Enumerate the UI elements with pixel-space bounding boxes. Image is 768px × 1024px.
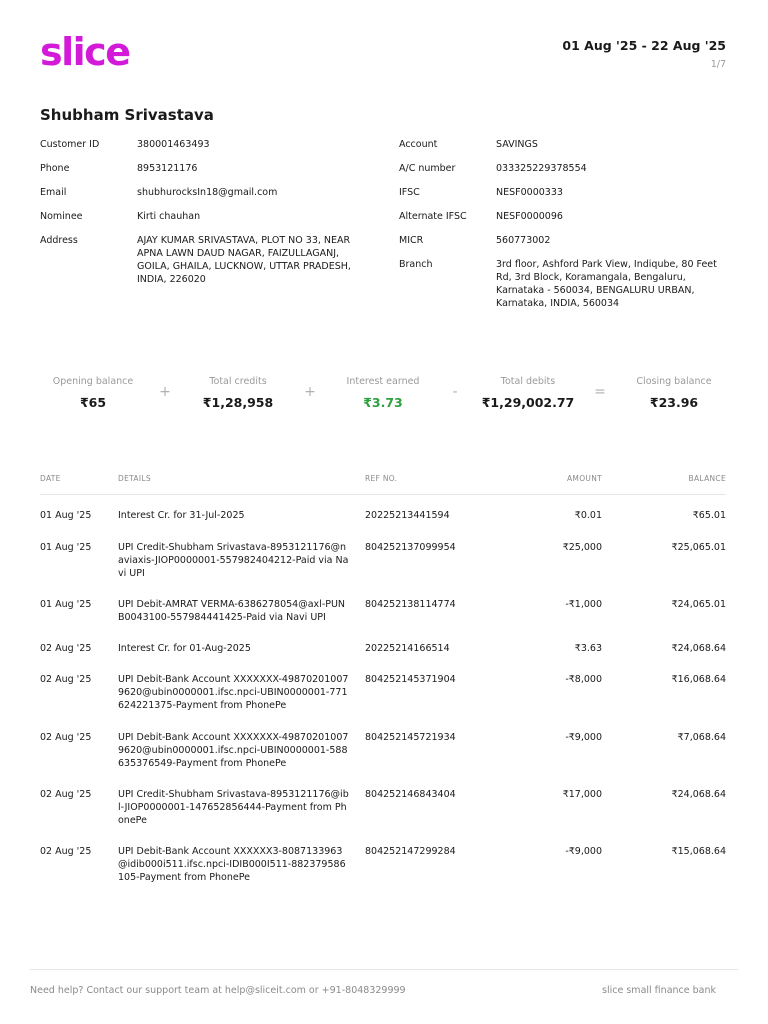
cell-date: 02 Aug '25	[40, 643, 92, 654]
header-details: DETAILS	[118, 474, 151, 483]
info-value: 3rd floor, Ashford Park View, Indiqube, 80 Feet Rd, 3rd Block, Koramangala, Bengaluru, Karnataka - 560034, BENGALURU URBAN, Karnataka, INDIA, 560034	[496, 259, 717, 309]
summary-label: Total debits	[500, 376, 556, 387]
cell-balance: ₹15,068.64	[671, 846, 726, 857]
ifsc-row	[399, 186, 739, 210]
closing-balance	[609, 376, 739, 410]
cell-ref: 804252145721934	[365, 732, 456, 743]
info-value: Kirti chauhan	[137, 211, 201, 222]
summary-value: ₹3.73	[363, 395, 403, 410]
cell-date: 02 Aug '25	[40, 674, 92, 685]
cell-date: 02 Aug '25	[40, 846, 92, 857]
support-contact: Need help? Contact our support team at help@sliceit.com or +91-8048329999	[30, 985, 406, 996]
cell-amount: ₹25,000	[562, 542, 602, 553]
cell-ref: 20225214166514	[365, 643, 450, 654]
account-type-row	[399, 138, 739, 162]
info-label: Address	[40, 235, 78, 246]
footer-divider	[30, 969, 738, 970]
slice-logo: slice	[40, 30, 130, 74]
info-value: NESF0000096	[496, 211, 563, 222]
info-label: Account	[399, 139, 438, 150]
cell-date: 02 Aug '25	[40, 732, 92, 743]
info-value: AJAY KUMAR SRIVASTAVA, PLOT NO 33, NEAR APNA LAWN DAUD NAGAR, FAIZULLAGANJ, GOILA, GHAILA, LUCKNOW, UTTAR PRADESH, INDIA, 226020	[137, 235, 351, 285]
summary-label: Interest earned	[346, 376, 420, 387]
info-label: IFSC	[399, 187, 420, 198]
total-credits	[173, 376, 303, 410]
branch-row	[399, 258, 739, 310]
balance-summary	[40, 376, 726, 416]
cell-date: 02 Aug '25	[40, 789, 92, 800]
cell-details: UPI Credit-Shubham Srivastava-8953121176@naviaxis-JIOP0000001-557982404212-Paid via Navi UPI	[118, 542, 349, 579]
cell-balance: ₹24,065.01	[671, 599, 726, 610]
cell-balance: ₹25,065.01	[671, 542, 726, 553]
phone-row	[40, 162, 370, 186]
cell-balance: ₹24,068.64	[671, 643, 726, 654]
header-ref: REF NO.	[365, 474, 398, 483]
info-value: NESF0000333	[496, 187, 563, 198]
cell-ref: 804252137099954	[365, 542, 456, 553]
info-label: Email	[40, 187, 67, 198]
customer-details	[40, 138, 370, 286]
cell-details: Interest Cr. for 31-Jul-2025	[118, 510, 245, 521]
micr-row	[399, 234, 739, 258]
header-divider	[40, 494, 726, 495]
page-number: 1/7	[710, 59, 726, 70]
account-details	[399, 138, 739, 310]
alternate-ifsc-row	[399, 210, 739, 234]
header-amount: AMOUNT	[567, 474, 602, 483]
cell-amount: -₹1,000	[565, 599, 602, 610]
cell-amount: ₹0.01	[574, 510, 602, 521]
info-value: 8953121176	[137, 163, 198, 174]
cell-amount: ₹17,000	[562, 789, 602, 800]
info-label: MICR	[399, 235, 424, 246]
cell-amount: -₹8,000	[565, 674, 602, 685]
cell-ref: 20225213441594	[365, 510, 450, 521]
cell-amount: -₹9,000	[565, 846, 602, 857]
table-header	[40, 474, 726, 484]
account-number-row	[399, 162, 739, 186]
cell-details: UPI Credit-Shubham Srivastava-8953121176@ibl-JIOP0000001-147652856444-Payment from PhonePe	[118, 789, 349, 826]
cell-balance: ₹7,068.64	[677, 732, 726, 743]
summary-value: ₹1,28,958	[202, 395, 274, 410]
cell-date: 01 Aug '25	[40, 510, 92, 521]
bank-name: slice small finance bank	[602, 985, 716, 996]
info-label: Customer ID	[40, 139, 100, 150]
info-value: 033325229378554	[496, 163, 587, 174]
cell-details: UPI Debit-AMRAT VERMA-6386278054@axl-PUNB0043100-557984441425-Paid via Navi UPI	[118, 599, 346, 623]
info-value: shubhurocksIn18@gmail.com	[137, 187, 278, 198]
statement-period: 01 Aug '25 - 22 Aug '25	[562, 38, 726, 53]
cell-balance: ₹65.01	[692, 510, 726, 521]
customer-name: Shubham Srivastava	[40, 106, 214, 124]
summary-value: ₹23.96	[649, 395, 699, 410]
cell-ref: 804252138114774	[365, 599, 456, 610]
info-value: SAVINGS	[496, 139, 538, 150]
cell-balance: ₹24,068.64	[671, 789, 726, 800]
cell-details: UPI Debit-Bank Account XXXXXXX-498702010079620@ubin0000001.ifsc.npci-UBIN0000001-771624221375-Payment from PhonePe	[118, 674, 349, 711]
customer-id-row	[40, 138, 370, 162]
info-label: Nominee	[40, 211, 83, 222]
nominee-row	[40, 210, 370, 234]
info-label: Branch	[399, 259, 433, 270]
summary-label: Total credits	[209, 376, 267, 387]
interest-earned	[318, 376, 448, 410]
plus-sign: +	[159, 384, 171, 400]
header-date: DATE	[40, 474, 61, 483]
cell-ref: 804252145371904	[365, 674, 456, 685]
opening-balance	[28, 376, 158, 410]
summary-label: Closing balance	[636, 376, 712, 387]
equals-sign: =	[594, 384, 606, 400]
cell-balance: ₹16,068.64	[671, 674, 726, 685]
cell-date: 01 Aug '25	[40, 542, 92, 553]
email-row	[40, 186, 370, 210]
summary-value: ₹1,29,002.77	[481, 395, 575, 410]
address-row	[40, 234, 370, 286]
info-label: Phone	[40, 163, 70, 174]
header-balance: BALANCE	[688, 474, 726, 483]
summary-label: Opening balance	[52, 376, 134, 387]
cell-details: UPI Debit-Bank Account XXXXXXX-498702010079620@ubin0000001.ifsc.npci-UBIN0000001-588635376549-Payment from PhonePe	[118, 732, 349, 769]
cell-date: 01 Aug '25	[40, 599, 92, 610]
plus-sign: +	[304, 384, 316, 400]
cell-ref: 804252146843404	[365, 789, 456, 800]
minus-sign: -	[452, 384, 458, 400]
cell-details: UPI Debit-Bank Account XXXXXX3-8087133963@idib000i511.ifsc.npci-IDIB000I511-882379586105-Payment from PhonePe	[118, 846, 346, 883]
info-value: 560773002	[496, 235, 551, 246]
cell-amount: -₹9,000	[565, 732, 602, 743]
summary-value: ₹65	[79, 395, 107, 410]
info-label: A/C number	[399, 163, 456, 174]
info-label: Alternate IFSC	[399, 211, 467, 222]
cell-details: Interest Cr. for 01-Aug-2025	[118, 643, 251, 654]
cell-ref: 804252147299284	[365, 846, 456, 857]
total-debits	[463, 376, 593, 410]
info-value: 380001463493	[137, 139, 210, 150]
cell-amount: ₹3.63	[574, 643, 602, 654]
